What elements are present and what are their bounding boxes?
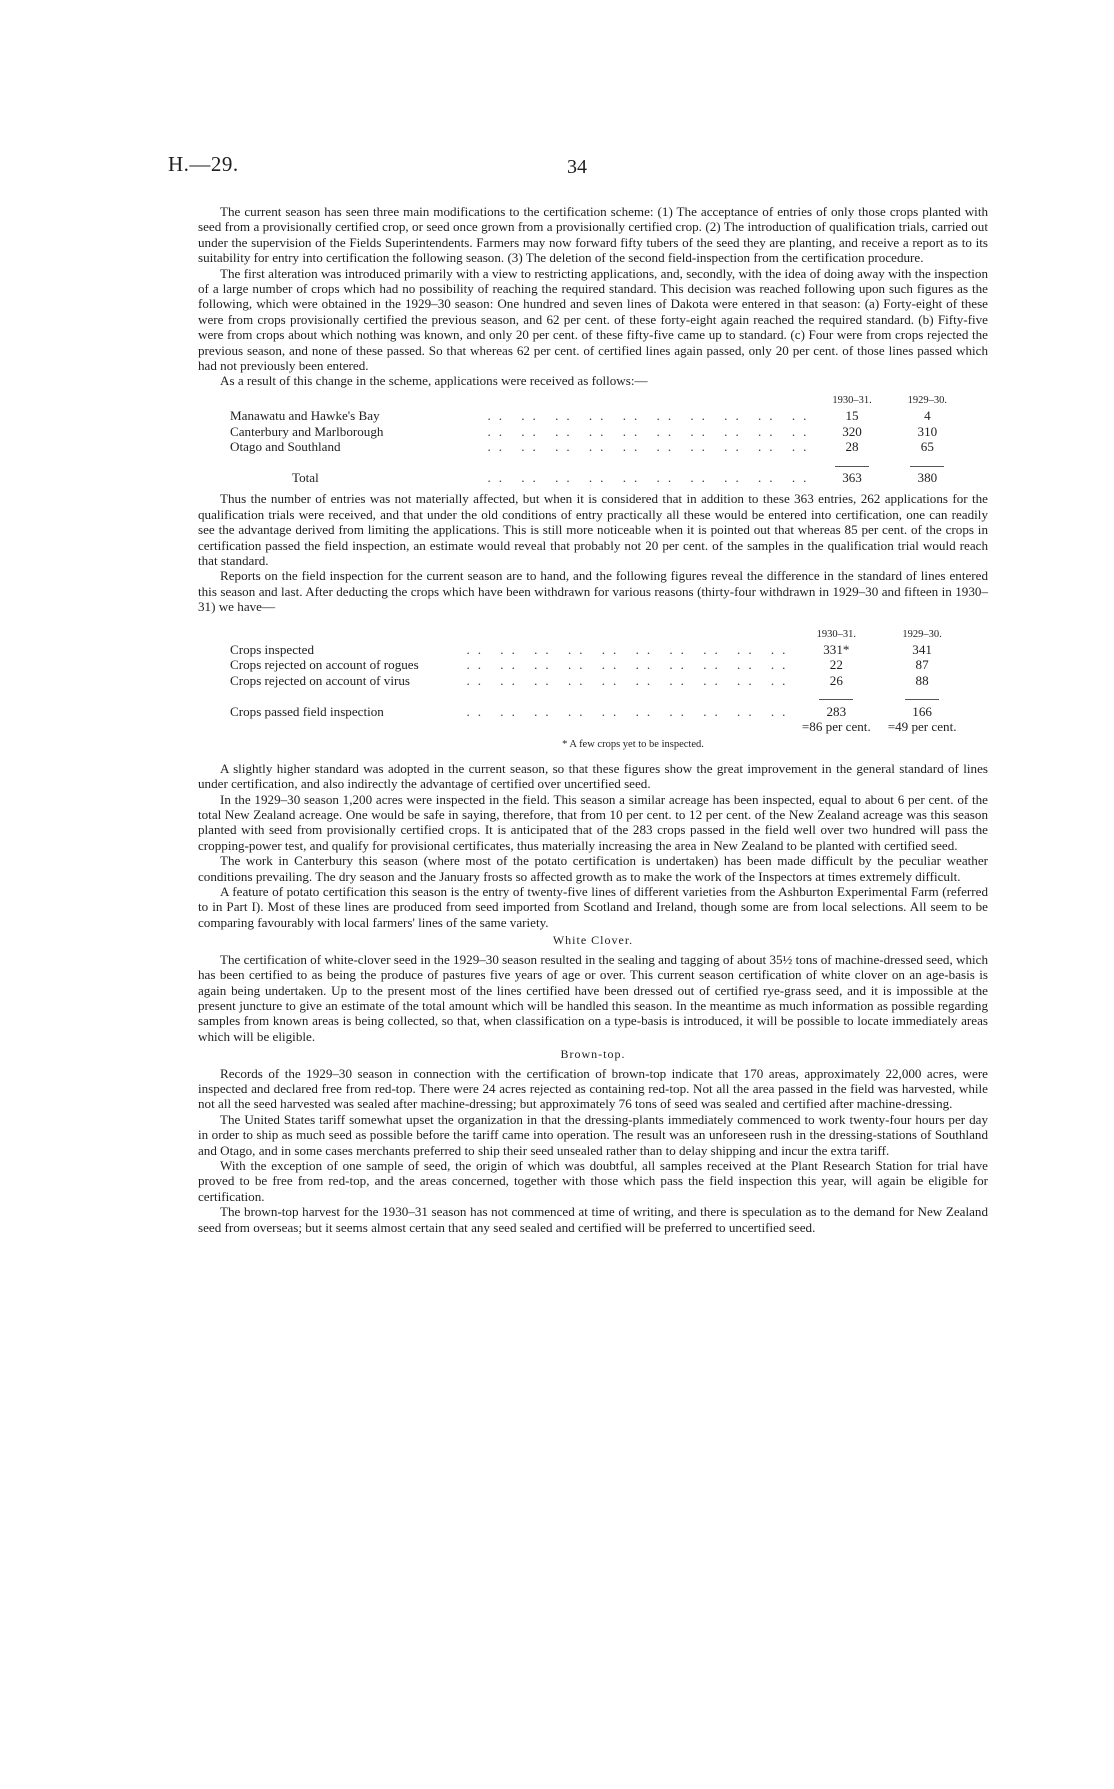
table-row: Crops inspected .. .. .. .. .. .. .. .. .. .. 331* 341: [230, 642, 965, 657]
paragraph: The United States tariff somewhat upset the organization in that the dressing-plants immediately commenced to work twenty-four hours per day in order to ship as much seed as possible before the tariff came into operation. The result was an unforeseen rush in the dressing-stations of Southland and Otago, and in some cases merchants preferred to ship their seed unsealed rather than to delay shipping and incur the extra tariff.: [198, 1111, 988, 1158]
cell-value: =49 per cent.: [887, 719, 957, 734]
cell-value: =86 per cent.: [801, 719, 871, 734]
paragraph: Thus the number of entries was not materially affected, but when it is considered that in addition to these 363 entries, 262 applications for the qualification trials were received, and that under the old conditions of entry practically all these would be entered into certification, one can readily see the advantage derived from limiting the applications. This is still more noticeable when it is pointed out that whereas 85 per cent. of the crops in certification passed the field inspection, an estimate would reveal that probably not 20 per cent. of the samples in the qualification trial would reach that standard.: [198, 491, 988, 568]
table-total-row: Crops passed field inspection .. .. .. .. .. .. .. .. .. .. 283 166: [230, 704, 965, 719]
row-label: Crops inspected: [230, 641, 315, 657]
rule-row: [230, 688, 965, 703]
cell-value: 166: [912, 703, 932, 719]
cell-value: 380: [917, 469, 938, 485]
row-label: Crops rejected on account of virus: [230, 672, 410, 688]
row-label: Otago and Southland: [230, 439, 341, 455]
section-heading: White Clover.: [552, 933, 634, 948]
column-header: 1930–31.: [832, 394, 872, 406]
column-header: 1929–30.: [907, 394, 948, 406]
paragraph: The work in Canterbury this season (where most of the potato certification is undertaken) has been made difficult by the peculiar weather conditions prevailing. The dry season and the January frosts so affected growth as to make the work of the Inspectors at times extremely difficult.: [198, 853, 988, 884]
cell-value: 331*: [823, 641, 850, 657]
table-row: Otago and Southland .. .. .. .. .. .. .. .. .. .. 28 65: [230, 439, 965, 454]
cell-value: 88: [915, 672, 929, 688]
cell-value: 22: [829, 657, 843, 673]
row-label: Manawatu and Hawke's Bay: [230, 408, 380, 424]
row-label: Crops rejected on account of rogues: [230, 657, 419, 673]
row-label: Canterbury and Marlborough: [230, 423, 384, 439]
paragraph: The current season has seen three main modifications to the certification scheme: (1) The acceptance of entries of only those crops planted with seed from a provisionally certified crop, or seed once grown from a provisionally certified crop. (2) The introduction of qualification trials, carried out under the supervision of the Fields Superintendents. Farmers may now forward fifty tubers of the seed they are planting, and receive a report as to its suitability for entry into certification the following season. (3) The deletion of the second field-inspection from the certification procedure.: [198, 204, 988, 266]
paragraph: As a result of this change in the scheme, applications were received as follows:—: [220, 373, 648, 389]
paragraph: A slightly higher standard was adopted in the current season, so that these figures show the great improvement in the general standard of lines under certification, and also indirectly the advantage of certified over uncertified seed.: [198, 760, 988, 792]
cell-value: 363: [842, 469, 862, 485]
divider: [910, 466, 944, 467]
table-row: Canterbury and Marlborough .. .. .. .. .. .. .. .. .. .. 320 310: [230, 424, 965, 439]
paragraph: The certification of white-clover seed in the 1929–30 season resulted in the sealing and tagging of about 35½ tons of machine-dressed seed, which has been certified to as being the produce of pastures five years of age or over. This current season certification of white clover on an age-basis is again being undertaken. Up to the present most of the lines certified have been dressed out of certified rye-grass seed, and it is impossible at the present juncture to give an estimate of the total amount which will be handled this season. In the meantime as much information as possible regarding samples from known areas is being collected, so that, when classification on a type-basis is introduced, it will be possible to locate immediately areas which will be eligible.: [198, 951, 988, 1044]
paragraph: Reports on the field inspection for the current season are to hand, and the following figures reveal the difference in the standard of lines entered this season and last. After deducting the crops which have been withdrawn for various reasons (thirty-four withdrawn in 1929–30 and fifteen in 1930–31) we have—: [198, 568, 988, 615]
table-row: Crops rejected on account of rogues .. .. .. .. .. .. .. .. .. .. 22 87: [230, 657, 965, 672]
paragraph: With the exception of one sample of seed, the origin of which was doubtful, all samples received at the Plant Research Station for trial have proved to be free from red-top, and the areas concerned, together with those which pass the field inspection this year, will again be eligible for certification.: [198, 1157, 988, 1204]
column-header: 1929–30.: [902, 628, 942, 640]
cell-value: 4: [924, 408, 931, 424]
page-body: [198, 204, 988, 1235]
cell-value: 283: [826, 703, 847, 719]
divider: [905, 699, 939, 700]
cell-value: 320: [842, 423, 862, 439]
paragraph: In the 1929–30 season 1,200 acres were inspected in the field. This season a similar acreage has been inspected, equal to about 6 per cent. of the total New Zealand acreage. One would be safe in saying, therefore, that from 10 per cent. to 12 per cent. of the New Zealand acreage was this season planted with seed from provisionally certified crops. It is anticipated that of the 283 crops passed in the field well over two hundred will pass the cropping-power test, and qualify for provisional certificates, thus materially increasing the area in New Zealand to be planted with certified seed.: [198, 791, 988, 853]
section-heading: Brown-top.: [560, 1047, 626, 1062]
column-header: 1930–31.: [816, 628, 856, 640]
paragraph: The first alteration was introduced primarily with a view to restricting applications, and, secondly, with the idea of doing away with the inspection of a large number of crops which had no possibility of reaching the required standard. This decision was reached following upon such figures as the following, which were obtained in the 1929–30 season: One hundred and seven lines of Dakota were entered in that season: (a) Forty-eight of these were from crops provisionally certified the previous season, and 62 per cent. of these forty-eight again reached the required standard. (b) Fifty-five were from crops about which nothing was known, and only 20 per cent. of these fifty-five came up to standard. (c) Four were from crops rejected the previous season, and none of these passed. So that whereas 62 per cent. of certified lines again passed, only 20 per cent. of those lines passed which had not previously been entered.: [198, 265, 988, 374]
field-inspection-table: [230, 627, 965, 735]
cell-value: 28: [845, 439, 859, 455]
cell-value: 310: [917, 423, 938, 439]
cell-value: 341: [912, 641, 932, 657]
table-row: Crops rejected on account of virus .. .. .. .. .. .. .. .. .. .. 26 88: [230, 673, 965, 688]
percent-row: [230, 719, 965, 734]
table-header-row: [230, 627, 965, 642]
cell-value: 15: [845, 408, 859, 424]
divider: [819, 699, 853, 700]
cell-value: 65: [920, 439, 934, 455]
table-header-row: [230, 393, 965, 408]
row-label: Crops passed field inspection: [230, 703, 384, 719]
cell-value: 87: [915, 657, 929, 673]
table-total-row: Total .. .. .. .. .. .. .. .. .. .. 363 380: [230, 470, 965, 485]
document-reference: H.—29.: [168, 152, 239, 176]
divider: [835, 466, 869, 467]
total-label: Total: [292, 469, 319, 485]
rule-row: [230, 455, 965, 470]
paragraph: A feature of potato certification this season is the entry of twenty-five lines of different varieties from the Ashburton Experimental Farm (referred to in Part I). Most of these lines are produced from seed imported from Scotland and Ireland, though some are from local selections. All seem to be comparing favourably with local farmers' lines of the same variety.: [198, 884, 988, 930]
page-number: 34: [567, 156, 587, 178]
cell-value: 26: [829, 672, 843, 688]
applications-table: [230, 393, 965, 485]
paragraph: Records of the 1929–30 season in connection with the certification of brown-top indicate that 170 areas, approximately 22,000 acres, were inspected and declared free from red-top. There were 24 acres rejected as containing red-top. Not all the area passed in the field was harvested, while not all the seed harvested was sealed after machine-dressing; but approximately 76 tons of seed was sealed and certified after machine-dressing.: [198, 1065, 988, 1112]
table-footnote: * A few crops yet to be inspected.: [562, 739, 704, 751]
table-row: Manawatu and Hawke's Bay .. .. .. .. .. .. .. .. .. .. 15 4: [230, 408, 965, 423]
paragraph: The brown-top harvest for the 1930–31 season has not commenced at time of writing, and there is speculation as to the demand for New Zealand seed from overseas; but it seems almost certain that any seed sealed and certified will be preferred to uncertified seed.: [198, 1204, 988, 1235]
